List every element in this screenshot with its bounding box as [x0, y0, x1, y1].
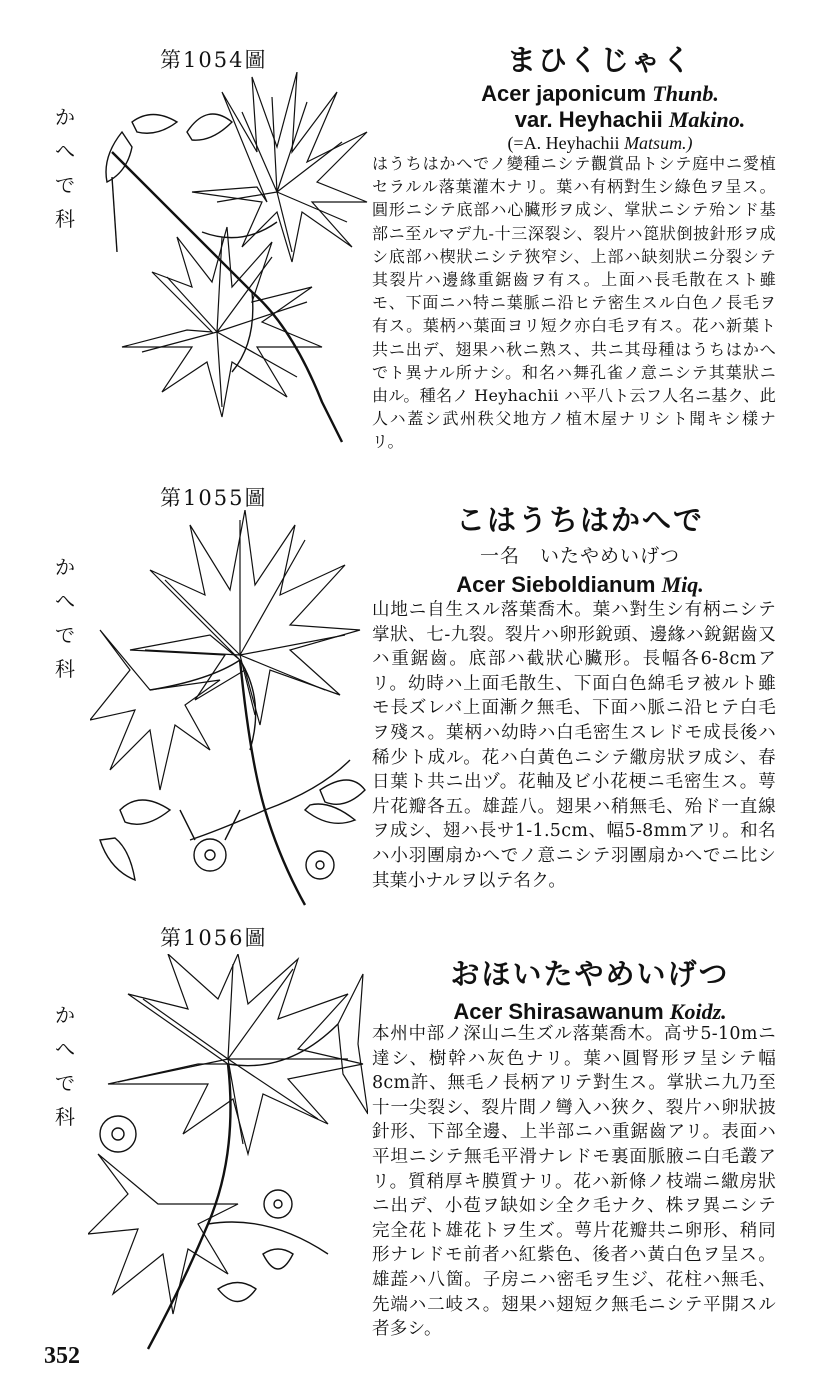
- plant-illustration: [92, 72, 370, 462]
- flowers: [180, 810, 334, 879]
- author: Miq.: [661, 572, 704, 597]
- description: はうちはかへでノ變種ニシテ觀賞品トシテ庭中ニ愛植セラルル落葉灌木ナリ。葉ハ有柄對生シ綠色ヲ呈ス。圓形ニシテ底部ハ心臟形ヲ成シ、掌狀ニシテ殆ンド基部ニ至ルマデ九-十三深裂シ、裂片ハ箆狀倒披針形ヲ成シ底部ハ楔狀ニシテ狹窄シ、上部ハ缺刻狀ニ分裂シテ其裂片ハ邊緣重鋸齒ヲ有ス。上面ハ長毛散在スト雖モ、下面ニハ特ニ葉脈ニ沿ヒテ密生スル白色ノ長毛ヲ有ス。葉柄ハ葉面ヨリ短ク亦白毛ヲ有ス。花ハ新葉ト共ニ出デ、翅果ハ秋ニ熟ス、共ニ其母種はうちはかへでト異ナル所ナシ。和名ハ舞孔雀ノ意ニシテ其葉狀ニ由ル。種名ノ Heyhachii ハ平八ト云フ人名ニ基ク、此人ハ蓋シ武州秩父地方ノ植木屋ナリシト聞キシ樣ナリ。: [372, 154, 776, 452]
- figure-number: 第1054圖: [160, 48, 268, 72]
- family-label: か へ で 科: [55, 105, 75, 231]
- entry-1056: [0, 910, 840, 1390]
- author: Thunb.: [652, 81, 719, 106]
- figure-number: 第1055圖: [160, 486, 268, 510]
- japanese-name: おほいたやめいげつ: [450, 957, 730, 991]
- scientific-name: Acer Sieboldianum Miq.: [456, 572, 704, 597]
- leaf-right: [338, 974, 368, 1114]
- page-number: 352: [44, 1343, 80, 1369]
- alias-name: 一名 いたやめいげつ: [479, 545, 680, 567]
- flowers: [100, 1116, 293, 1302]
- title-block: [380, 498, 780, 598]
- plant-illustration: [88, 954, 368, 1354]
- entry-1055: [0, 470, 840, 910]
- japanese-name: まひくじゃく: [506, 43, 693, 77]
- scientific-name: Acer Shirasawanum Koidz.: [453, 999, 727, 1024]
- synonym: (=A. Heyhachii Matsum.): [507, 133, 693, 153]
- plant-illustration: [90, 510, 370, 910]
- family-label: か へ で 科: [55, 1003, 75, 1129]
- title-block: [390, 952, 790, 1025]
- leaf-top: [108, 954, 363, 1154]
- leaf-top: [130, 510, 360, 725]
- leaf-lower: [122, 227, 322, 417]
- title-block: [400, 38, 800, 154]
- entry-1054: [0, 0, 840, 470]
- figure-number: 第1056圖: [160, 926, 268, 950]
- description: 山地ニ自生スル落葉喬木。葉ハ對生シ有柄ニシテ掌狀、七-九裂。裂片ハ卵形銳頭、邊緣ハ銳鋸齒又ハ重鋸齒。底部ハ截狀心臟形。長幅各6-8cmアリ。幼時ハ上面毛散生、下面白色綿毛ヲ被ルト雖モ長ズレバ上面漸ク無毛、下面ハ脈ニ沿ヒテ白毛ヲ殘ス。葉柄ハ幼時ハ白毛密生スレドモ成長後ハ稀少ト成ル。花ハ白黃色ニシテ繖房狀ヲ成シ、春日葉ト共ニ出ヅ。花軸及ビ小花梗ニ毛密生ス。萼片花瓣各五。雄蕋八。翅果ハ稍無毛、殆ド一直線ヲ成シ、翅ハ長サ1-1.5cm、幅5-8mmアリ。和名ハ小羽團扇かへでノ意ニシテ羽團扇かへでニ比シ其葉小ナルヲ以テ名ク。: [372, 600, 776, 891]
- japanese-name: こはうちはかへで: [455, 503, 704, 537]
- variety-name: var. Heyhachii Makino.: [514, 107, 746, 132]
- description: 本州中部ノ深山ニ生ズル落葉喬木。高サ5-10mニ達シ、樹幹ハ灰色ナリ。葉ハ圓腎形ヲ呈シテ幅8cm許、無毛ノ長柄アリテ對生ス。掌狀ニ九乃至十一尖裂シ、裂片間ノ彎入ハ狹ク、裂片ハ卵狀披針形、下部全邊、上半部ニハ重鋸齒アリ。表面ハ平坦ニシテ無毛平滑ナレドモ裏面脈腋ニ白毛叢アリ。質稍厚キ膜質ナリ。花ハ新條ノ枝端ニ繖房狀ニ出デ、小苞ヲ缺如シ全ク毛ナク、株ヲ異ニシテ完全花ト雄花トヲ生ズ。萼片花瓣共ニ卵形、稍同形ナレドモ前者ハ紅紫色、後者ハ黃白色ヲ呈ス。雄蕋ハ八箇。子房ニハ密毛ヲ生ジ、花柱ハ無毛、先端ハ二岐ス。翅果ハ翅短ク無毛ニシテ平開スル者多シ。: [372, 1024, 776, 1340]
- author: Makino.: [668, 107, 746, 132]
- author: Koidz.: [669, 999, 727, 1024]
- samaras: [100, 780, 365, 880]
- family-label: か へ で 科: [55, 555, 75, 681]
- leaf-upper: [192, 72, 367, 262]
- samaras: [106, 114, 232, 252]
- scientific-name: Acer japonicum Thunb.: [481, 81, 719, 106]
- leaf-lower: [88, 1154, 238, 1314]
